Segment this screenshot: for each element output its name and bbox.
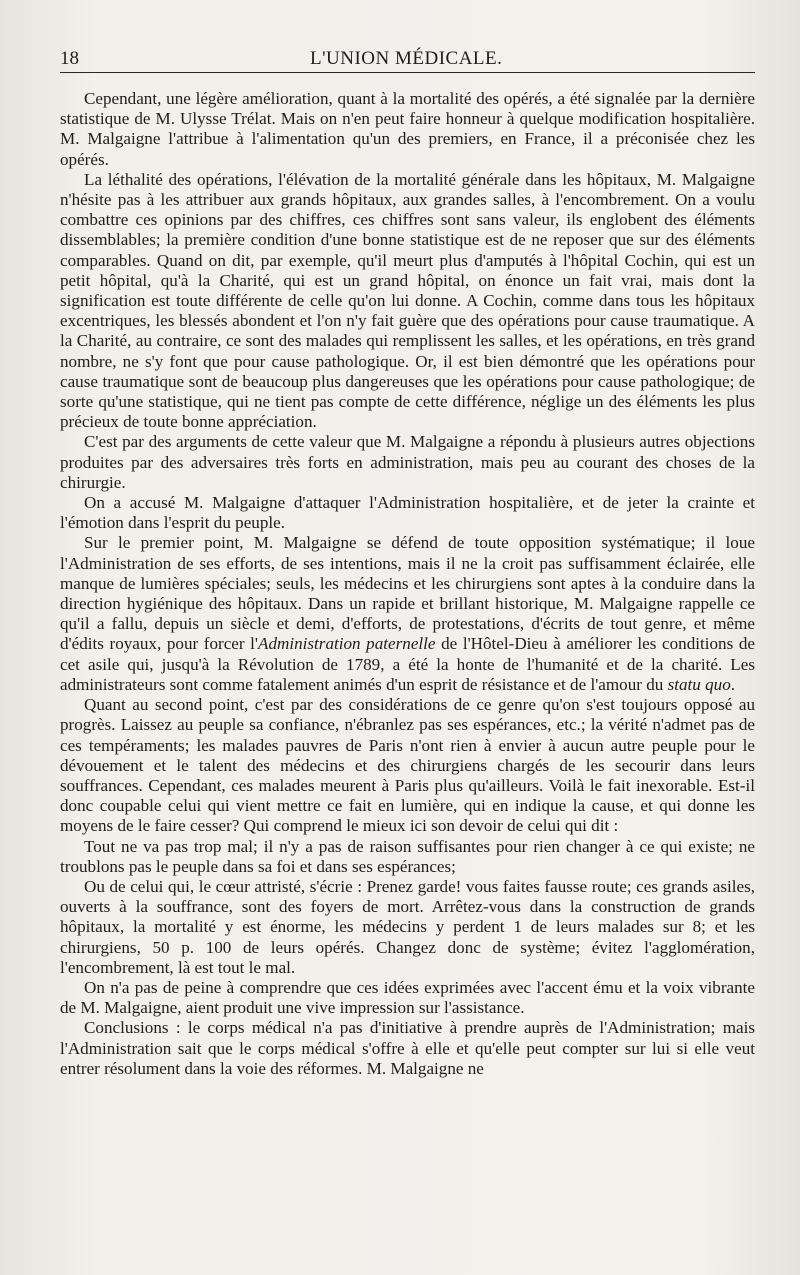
- text-run: Sur le premier point, M. Malgaigne se défend de toute opposition systématique; il loue l'Administration de ses efforts, de ses intentions, mais il ne la croit pas suffisamment éclairée, elle manque de lumières spéciales; seuls, les médecins et les chirurgiens sont aptes à la conduire dans la direction hygiénique des hôpitaux. Dans un rapide et brillant historique, M. Malgaigne rappelle ce qu'il a fallu, depuis un siècle et demi, d'efforts, de protestations, d'écrits de tout genre, et même d'édits royaux, pour forcer l': [60, 533, 755, 654]
- text-run: On a accusé M. Malgaigne d'attaquer l'Administration hospitalière, et de jeter la crainte et l'émotion dans l'esprit du peuple.: [60, 493, 755, 533]
- italic-text: statu quo: [667, 674, 731, 694]
- paragraph: [60, 978, 755, 1018]
- running-header: [60, 42, 755, 73]
- paragraph: [60, 493, 755, 533]
- text-run: On n'a pas de peine à comprendre que ces idées exprimées avec l'accent ému et la voix vibrante de M. Malgaigne, aient produit une vive impression sur l'assistance.: [60, 977, 755, 1018]
- paragraph: [60, 1018, 755, 1079]
- text-run: Ou de celui qui, le cœur attristé, s'écrie : Prenez garde! vous faites fausse route; ces grands asiles, ouverts à la souffrance, sont des foyers de mort. Arrêtez-vous dans la construction de grands hôpitaux, la mortalité y est énorme, les médecins y perdent 1 de leurs malades sur 8; et les chirurgiens, 50 p. 100 de leurs opérés. Changez donc de système; évitez l'agglomération, l'encombrement, là est tout le mal.: [60, 876, 755, 977]
- paragraph: [60, 877, 755, 978]
- text-run: Tout ne va pas trop mal; il n'y a pas de raison suffisantes pour rien changer à ce qui existe; ne troublons pas le peuple dans sa foi et dans ses espérances;: [60, 836, 755, 876]
- text-run: de l'Hôtel-Dieu à améliorer les conditions de cet asile qui, jusqu'à la Révolution de 1789, a été la honte de l'humanité et de la charité. Les administrateurs sont comme fatalement animés d'un esprit de résistance et de l'amour du: [60, 634, 755, 694]
- text-run: .: [730, 674, 736, 694]
- text-run: La léthalité des opérations, l'élévation de la mortalité générale dans les hôpitaux, M. Malgaigne n'hésite pas à les attribuer aux grands hôpitaux, aux grandes salles, à l'encombrement. On a voulu combattre ces opinions par des chiffres, ces chiffres sont sans valeur, ils englobent des éléments dissemblables; la première condition d'une bonne statistique est de ne reposer que sur des éléments comparables. Quand on dit, par exemple, qu'il meurt plus d'amputés à l'hôpital Cochin, qui est un petit hôpital, qu'à la Charité, qui est un grand hôpital, on énonce un fait vrai, mais dont la signification est toute différente de celle qu'on lui donne. A Cochin, comme dans tous les hôpitaux excentriques, les blessés abondent et l'on n'y fait guère que des opérations pour cause traumatique. A la Charité, au contraire, ce sont des malades qui remplissent les salles, et les opérations, en très grand nombre, ne s'y font que pour cause pathologique. Or, il est bien démontré que les opérations pour cause traumatique sont de beaucoup plus dangereuses que les opérations pour cause pathologique; de sorte qu'une statistique, qui ne tient pas compte de cette différence, néglige un des éléments les plus précieux de toute bonne appréciation.: [60, 169, 755, 432]
- text-run: Conclusions : le corps médical n'a pas d'initiative à prendre auprès de l'Administration; mais l'Administration sait que le corps médical s'offre à elle et qu'elle peut compter sur lui si elle veut entrer résolument dans la voie des réformes. M. Malgaigne ne: [60, 1018, 755, 1078]
- text-run: Cependant, une légère amélioration, quant à la mortalité des opérés, a été signalée par la dernière statistique de M. Ulysse Trélat. Mais on n'en peut faire honneur à quelque modification hospitalière. M. Malgaigne l'attribue à l'alimentation qu'un des premiers, en France, il a préconisée chez les opérés.: [60, 89, 755, 169]
- paragraph: [60, 170, 755, 433]
- text-run: Quant au second point, c'est par des considérations de ce genre qu'on s'est toujours opposé au progrès. Laissez au peuple sa confiance, n'ébranlez pas ses espérances, etc.; la vérité n'admet pas de ces tempéraments; les malades pauvres de Paris n'ont rien à envier à aucun autre peuple pour le dévouement et le talent des médecins et des chirurgiens chargés de les secourir dans leurs souffrances. Cependant, ces malades meurent à Paris plus qu'ailleurs. Voilà le fait inexorable. Est-il donc coupable celui qui vient mettre ce fait en lumière, qui en indique la cause, et qui donne les moyens de le faire cesser? Qui comprend le mieux ici son devoir de celui qui dit :: [60, 695, 755, 836]
- article-body: [60, 89, 755, 1079]
- paragraph: [60, 432, 755, 493]
- page-number: 18: [60, 48, 79, 69]
- text-run: C'est par des arguments de cette valeur que M. Malgaigne a répondu à plusieurs autres objections produites par des adversaires très forts en administration, mais peu au courant des choses de la chirurgie.: [60, 432, 755, 492]
- journal-title: L'UNION MÉDICALE.: [310, 48, 503, 69]
- paragraph: [60, 89, 755, 170]
- paragraph: [60, 533, 755, 695]
- paragraph: [60, 837, 755, 877]
- paragraph: [60, 695, 755, 836]
- italic-text: Administration paternelle: [258, 634, 436, 654]
